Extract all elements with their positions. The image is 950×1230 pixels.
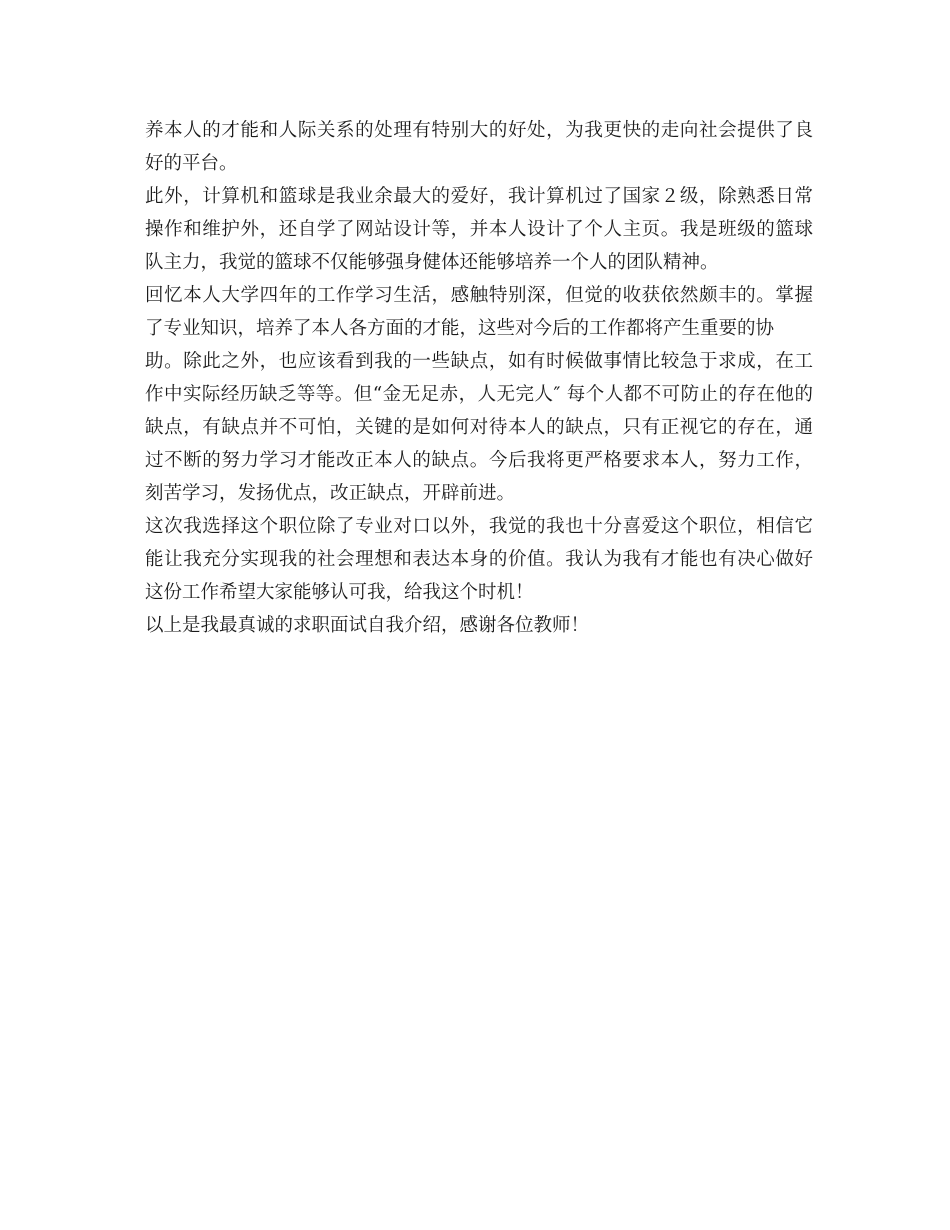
text-line: 回忆本人大学四年的工作学习生活，感触特别深，但觉的收获依然颇丰的。掌握	[145, 285, 813, 306]
text-line: 能让我充分实现我的社会理想和表达本身的价值。我认为我有才能也有决心做好	[145, 549, 813, 570]
text-line: 这份工作希望大家能够认可我，给我这个时机！	[145, 582, 534, 603]
text-line: 刻苦学习，发扬优点，改正缺点，开辟前进。	[145, 483, 516, 504]
text-line: 助。除此之外，也应该看到我的一些缺点，如有时候做事情比较急于求成，在工	[145, 351, 813, 372]
text-line: 了专业知识，培养了本人各方面的才能，这些对今后的工作都将产生重要的协	[145, 318, 775, 339]
text-line: 作中实际经历缺乏等等。但“金无足赤，人无完人″ 每个人都不可防止的存在他的	[145, 384, 813, 405]
text-line: 缺点，有缺点并不可怕，关键的是如何对待本人的缺点，只有正视它的存在，通	[145, 417, 813, 438]
text-line: 队主力，我觉的篮球不仅能够强身健体还能够培养一个人的团队精神。	[145, 252, 719, 273]
text-line: 此外，计算机和篮球是我业余最大的爱好，我计算机过了国家２级，除熟悉日常	[145, 186, 813, 207]
text-line: 好的平台。	[145, 153, 238, 174]
document-body	[145, 114, 813, 642]
text-line: 操作和维护外，还自学了网站设计等，并本人设计了个人主页。我是班级的篮球	[145, 219, 813, 240]
text-line: 养本人的才能和人际关系的处理有特别大的好处，为我更快的走向社会提供了良	[145, 120, 813, 141]
text-line: 这次我选择这个职位除了专业对口以外，我觉的我也十分喜爱这个职位，相信它	[145, 516, 813, 537]
text-line: 以上是我最真诚的求职面试自我介绍，感谢各位教师！	[145, 615, 590, 636]
text-line: 过不断的努力学习才能改正本人的缺点。今后我将更严格要求本人，努力工作，	[145, 450, 813, 471]
